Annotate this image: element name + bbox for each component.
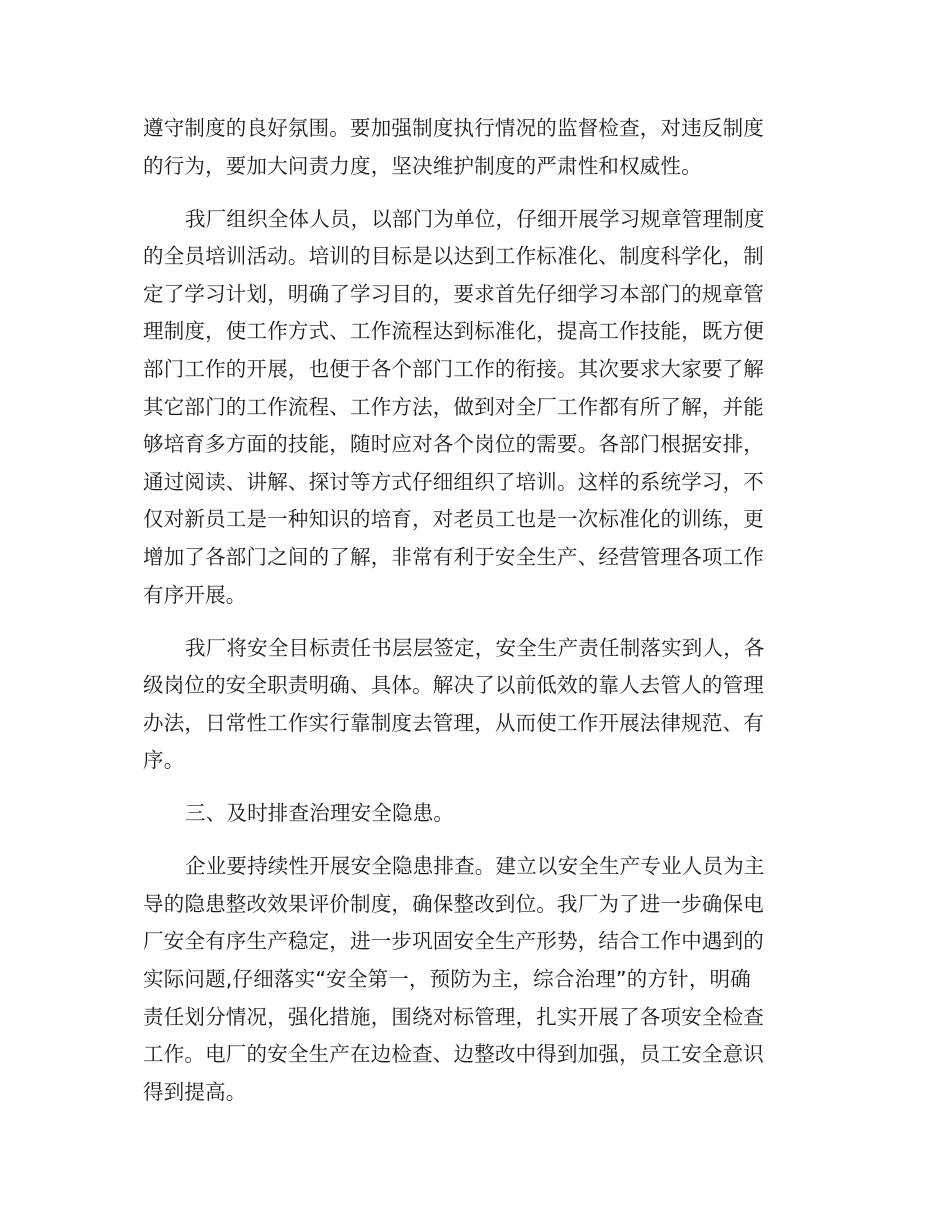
text-line: 部门工作的开展，也便于各个部门工作的衔接。其次要求大家要了解 [143, 356, 764, 381]
text-line: 级岗位的安全职责明确、具体。解决了以前低效的靠人去管人的管理 [143, 673, 764, 698]
section-heading [143, 795, 808, 833]
text-line: 够培育多方面的技能，随时应对各个岗位的需要。各部门根据安排， [143, 432, 764, 457]
text-line: 的行为，要加大问责力度，坚决维护制度的严肃性和权威性。 [143, 153, 702, 178]
text-line: 通过阅读、讲解、探讨等方式仔细组织了培训。这样的系统学习，不 [143, 469, 764, 494]
text-line: 导的隐患整改效果评价制度，确保整改到位。我厂为了进一步确保电 [143, 891, 764, 916]
paragraph-1 [143, 110, 808, 185]
text-line: 办法，日常性工作实行靠制度去管理，从而使工作开展法律规范、有 [143, 710, 764, 735]
text-line: 有序开展。 [143, 582, 247, 607]
text-line: 增加了各部门之间的了解，非常有利于安全生产、经营管理各项工作 [143, 544, 764, 569]
paragraph-3 [143, 630, 808, 780]
text-line: 理制度，使工作方式、工作流程达到标准化，提高工作技能，既方便 [143, 319, 764, 344]
text-line: 企业要持续性开展安全隐患排查。建立以安全生产专业人员为主 [185, 854, 765, 879]
text-line: 厂安全有序生产稳定，进一步巩固安全生产形势，结合工作中遇到的 [143, 929, 764, 954]
heading-line: 三、及时排查治理安全隐患。 [185, 801, 455, 826]
text-line: 我厂将安全目标责任书层层签定，安全生产责任制落实到人，各 [185, 635, 765, 660]
text-line: 责任划分情况，强化措施，围绕对标管理，扎实开展了各项安全检查 [143, 1004, 764, 1029]
paragraph-4 [143, 848, 808, 1111]
text-line: 我厂组织全体人员，以部门为单位，仔细开展学习规章管理制度 [185, 206, 765, 231]
paragraph-2 [143, 201, 808, 615]
document-body [143, 110, 808, 1127]
text-line: 定了学习计划，明确了学习目的，要求首先仔细学习本部门的规章管 [143, 281, 764, 306]
text-line: 实际问题,仔细落实“安全第一，预防为主，综合治理”的方针，明确 [143, 967, 751, 992]
text-line: 工作。电厂的安全生产在边检查、边整改中得到加强，员工安全意识 [143, 1042, 764, 1067]
text-line: 遵守制度的良好氛围。要加强制度执行情况的监督检查，对违反制度 [143, 116, 764, 140]
text-line: 的全员培训活动。培训的目标是以达到工作标准化、制度科学化，制 [143, 244, 764, 269]
text-line: 其它部门的工作流程、工作方法，做到对全厂工作都有所了解，并能 [143, 394, 764, 419]
text-line: 仅对新员工是一种知识的培育，对老员工也是一次标准化的训练，更 [143, 507, 764, 532]
text-line: 得到提高。 [143, 1079, 247, 1104]
text-line: 序。 [143, 748, 185, 773]
